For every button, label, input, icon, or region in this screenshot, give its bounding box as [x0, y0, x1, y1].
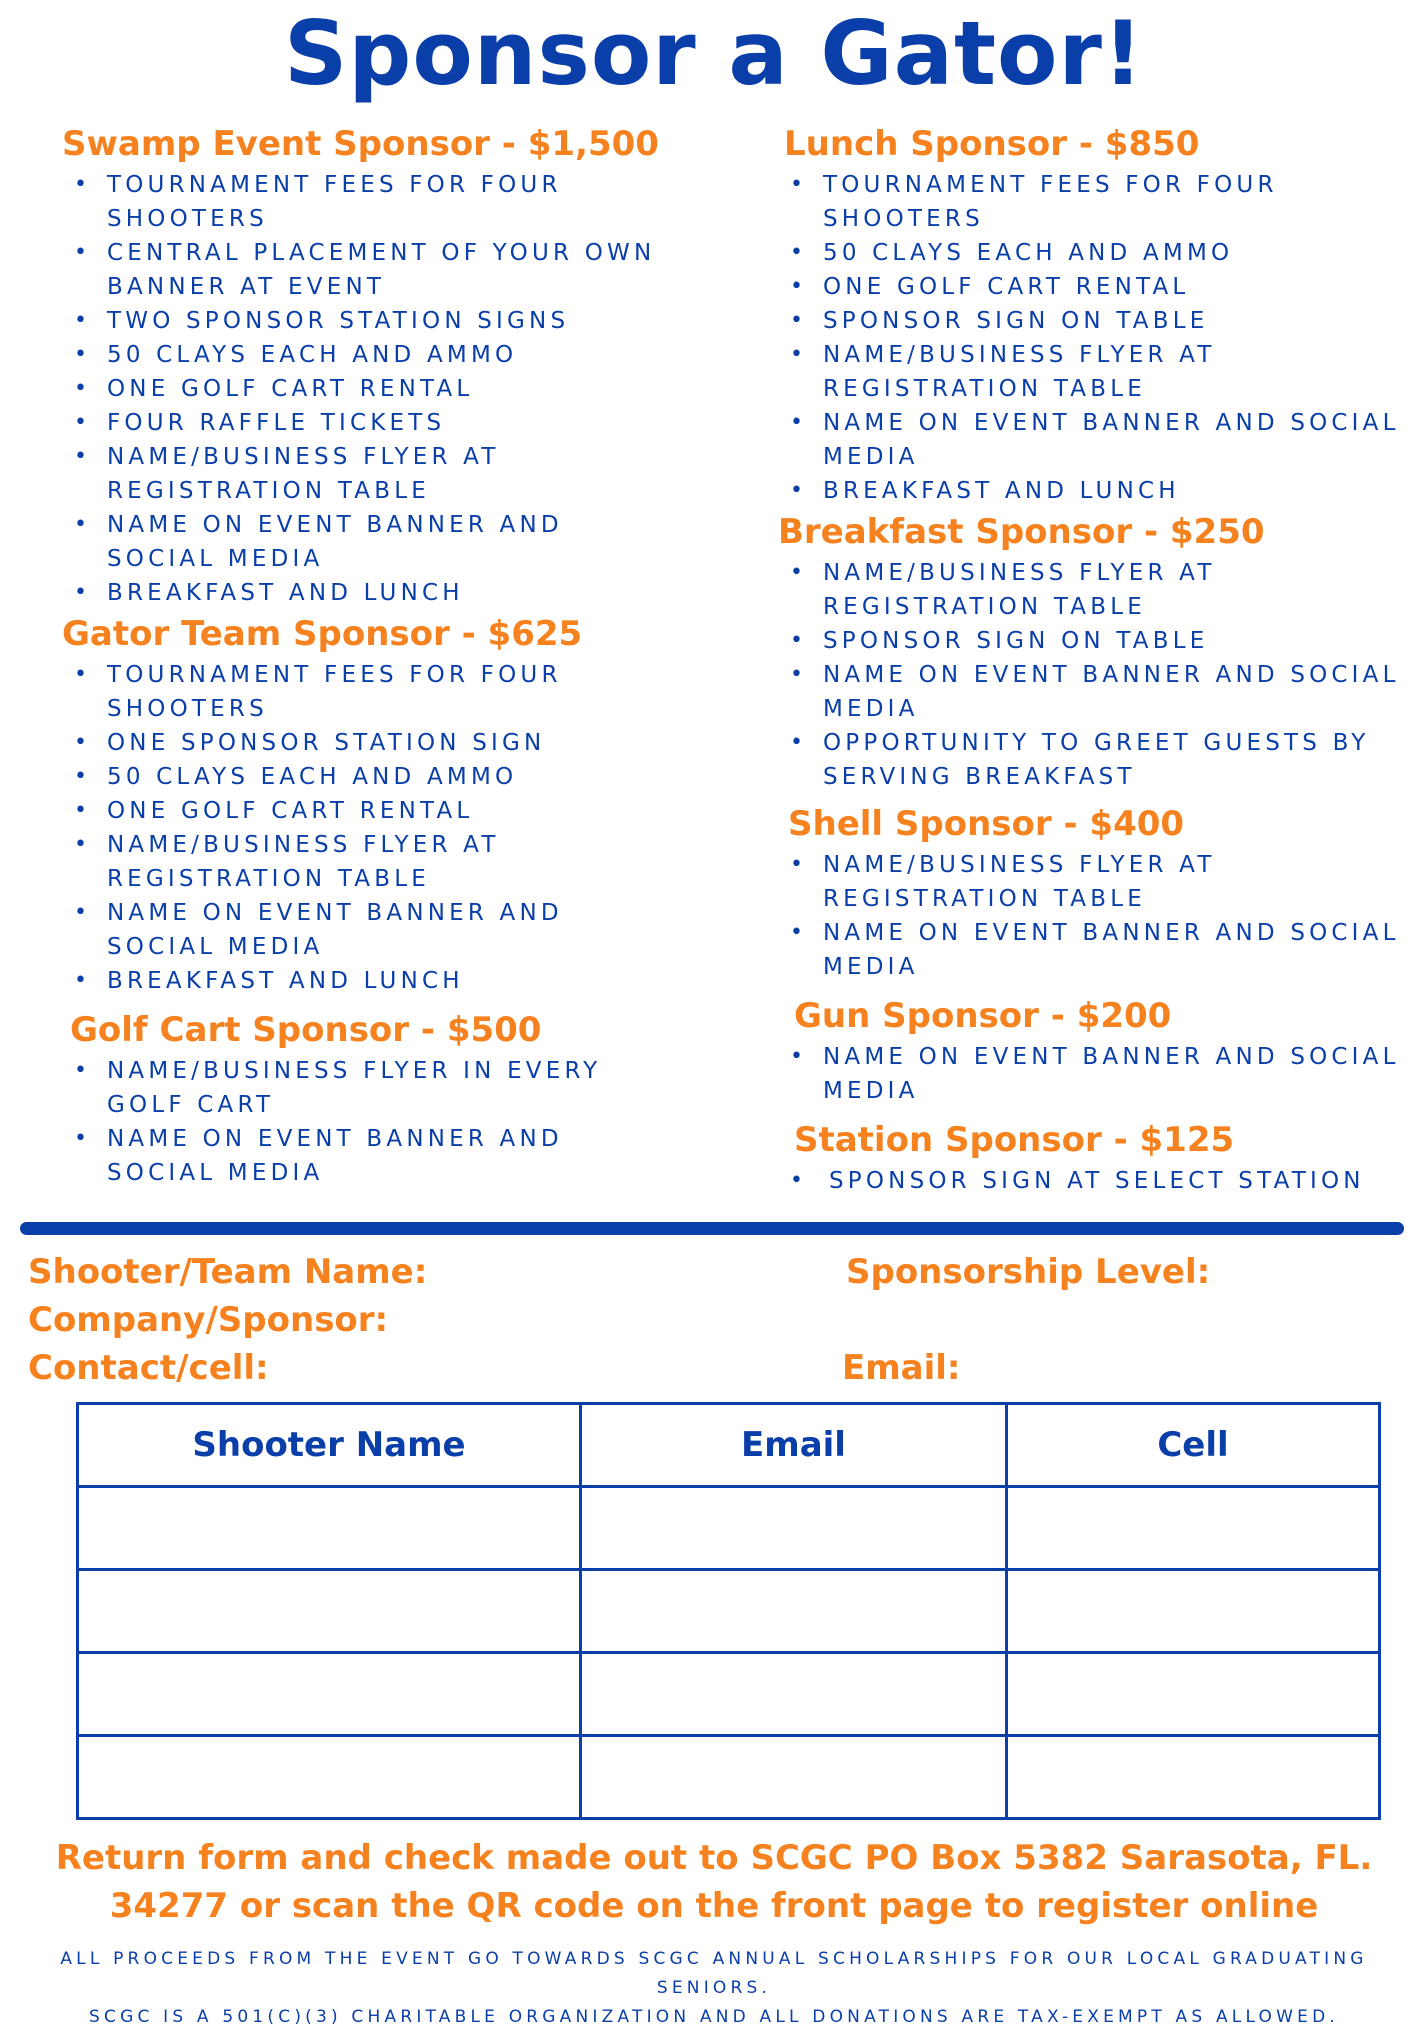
benefit-item: • NAME ON EVENT BANNER AND SOCIAL MEDIA [62, 896, 682, 964]
sponsor-tier [778, 992, 1418, 1108]
benefit-item: • NAME ON EVENT BANNER AND SOCIAL MEDIA [778, 658, 1418, 726]
column-header-shooter-name: Shooter Name [78, 1404, 581, 1487]
table-row [78, 1653, 1380, 1736]
benefit-item: • SPONSOR SIGN ON TABLE [778, 624, 1418, 658]
benefit-item: • NAME ON EVENT BANNER AND SOCIAL MEDIA [62, 508, 682, 576]
footer-line-tax-exempt: SCGC IS A 501(C)(3) CHARITABLE ORGANIZATION AND ALL DONATIONS ARE TAX-EXEMPT AS ALLOWED. [89, 2007, 1339, 2027]
benefit-item: • TOURNAMENT FEES FOR FOUR SHOOTERS [778, 168, 1418, 236]
table-header-row [78, 1404, 1380, 1487]
shooter-table [76, 1402, 1381, 1820]
benefit-item: • NAME ON EVENT BANNER AND SOCIAL MEDIA [778, 1040, 1418, 1108]
shooter-name-cell[interactable] [78, 1570, 581, 1653]
benefit-item: • BREAKFAST AND LUNCH [778, 474, 1418, 508]
sponsor-tier [62, 610, 682, 998]
benefit-item: • NAME/BUSINESS FLYER AT REGISTRATION TABLE [62, 440, 682, 508]
tier-benefits [62, 1054, 682, 1190]
cell-phone-cell[interactable] [1007, 1570, 1380, 1653]
cell-phone-cell[interactable] [1007, 1653, 1380, 1736]
company-sponsor-label: Company/Sponsor: [28, 1300, 389, 1340]
benefit-item: • ONE GOLF CART RENTAL [62, 372, 682, 406]
benefit-item: • ONE SPONSOR STATION SIGN [62, 726, 682, 760]
tier-heading: Swamp Event Sponsor - $1,500 [62, 124, 659, 164]
benefit-item: • TOURNAMENT FEES FOR FOUR SHOOTERS [62, 658, 682, 726]
sponsor-tier [62, 1006, 682, 1190]
column-header-email: Email [581, 1404, 1007, 1487]
benefit-item: • ONE GOLF CART RENTAL [62, 794, 682, 828]
tier-heading: Breakfast Sponsor - $250 [778, 512, 1265, 552]
shooter-name-cell[interactable] [78, 1736, 581, 1819]
email-cell[interactable] [581, 1570, 1007, 1653]
right-sponsor-column [778, 120, 1418, 1198]
tier-benefits [62, 658, 682, 998]
return-instructions: Return form and check made out to SCGC PO Box 5382 Sarasota, FL. 34277 or scan the QR code on the front page to register online [55, 1838, 1373, 1926]
footer-disclaimer [0, 1945, 1428, 2032]
column-header-cell: Cell [1007, 1404, 1380, 1487]
sponsorship-level-label: Sponsorship Level: [846, 1252, 1211, 1292]
table-row [78, 1570, 1380, 1653]
footer-line-proceeds: ALL PROCEEDS FROM THE EVENT GO TOWARDS SCGC ANNUAL SCHOLARSHIPS FOR OUR LOCAL GRADUATING SENIORS. [60, 1949, 1368, 1998]
left-sponsor-column [62, 120, 682, 1190]
cell-phone-cell[interactable] [1007, 1487, 1380, 1570]
benefit-item: • NAME/BUSINESS FLYER AT REGISTRATION TABLE [778, 556, 1418, 624]
email-cell[interactable] [581, 1736, 1007, 1819]
benefit-item: • TWO SPONSOR STATION SIGNS [62, 304, 682, 338]
table-row [78, 1736, 1380, 1819]
sponsor-tier [778, 508, 1418, 794]
benefit-item: • NAME/BUSINESS FLYER AT REGISTRATION TABLE [778, 338, 1418, 406]
cell-phone-cell[interactable] [1007, 1736, 1380, 1819]
sponsor-tier [778, 1116, 1418, 1198]
benefit-item: • 50 CLAYS EACH AND AMMO [778, 236, 1418, 270]
email-cell[interactable] [581, 1487, 1007, 1570]
tier-benefits [778, 556, 1418, 794]
benefit-item: • NAME/BUSINESS FLYER AT REGISTRATION TABLE [778, 848, 1418, 916]
benefit-item: • NAME/BUSINESS FLYER IN EVERY GOLF CART [62, 1054, 682, 1122]
email-label: Email: [842, 1348, 961, 1388]
email-cell[interactable] [581, 1653, 1007, 1736]
sponsor-tier [62, 120, 682, 610]
benefit-item: • NAME ON EVENT BANNER AND SOCIAL MEDIA [62, 1122, 682, 1190]
tier-benefits [62, 168, 682, 610]
benefit-item: • NAME ON EVENT BANNER AND SOCIAL MEDIA [778, 406, 1418, 474]
benefit-item: • ONE GOLF CART RENTAL [778, 270, 1418, 304]
tier-heading: Shell Sponsor - $400 [788, 804, 1185, 844]
tier-heading: Lunch Sponsor - $850 [784, 124, 1200, 164]
benefit-item: • BREAKFAST AND LUNCH [62, 964, 682, 998]
sponsor-tier [778, 800, 1418, 984]
benefit-item: • SPONSOR SIGN ON TABLE [778, 304, 1418, 338]
benefit-item: • SPONSOR SIGN AT SELECT STATION [778, 1164, 1418, 1198]
benefit-item: • FOUR RAFFLE TICKETS [62, 406, 682, 440]
benefit-item: • BREAKFAST AND LUNCH [62, 576, 682, 610]
tier-heading: Station Sponsor - $125 [794, 1120, 1235, 1160]
page-title: Sponsor a Gator! [283, 2, 1145, 105]
tier-benefits [778, 1040, 1418, 1108]
benefit-item: • TOURNAMENT FEES FOR FOUR SHOOTERS [62, 168, 682, 236]
benefit-item: • CENTRAL PLACEMENT OF YOUR OWN BANNER AT EVENT [62, 236, 682, 304]
table-row [78, 1487, 1380, 1570]
benefit-item: • 50 CLAYS EACH AND AMMO [62, 760, 682, 794]
benefit-item: • 50 CLAYS EACH AND AMMO [62, 338, 682, 372]
shooter-name-cell[interactable] [78, 1653, 581, 1736]
sponsor-tier [778, 120, 1418, 508]
tier-heading: Golf Cart Sponsor - $500 [70, 1010, 542, 1050]
benefit-item: • NAME ON EVENT BANNER AND SOCIAL MEDIA [778, 916, 1418, 984]
shooter-name-cell[interactable] [78, 1487, 581, 1570]
shooter-team-name-label: Shooter/Team Name: [28, 1252, 428, 1292]
benefit-item: • NAME/BUSINESS FLYER AT REGISTRATION TABLE [62, 828, 682, 896]
tier-benefits [778, 848, 1418, 984]
contact-cell-label: Contact/cell: [28, 1348, 269, 1388]
benefit-item: • OPPORTUNITY TO GREET GUESTS BY SERVING BREAKFAST [778, 726, 1418, 794]
tier-benefits [778, 168, 1418, 508]
tier-benefits [778, 1164, 1418, 1198]
tier-heading: Gator Team Sponsor - $625 [62, 614, 583, 654]
tier-heading: Gun Sponsor - $200 [794, 996, 1172, 1036]
section-divider [20, 1222, 1404, 1235]
